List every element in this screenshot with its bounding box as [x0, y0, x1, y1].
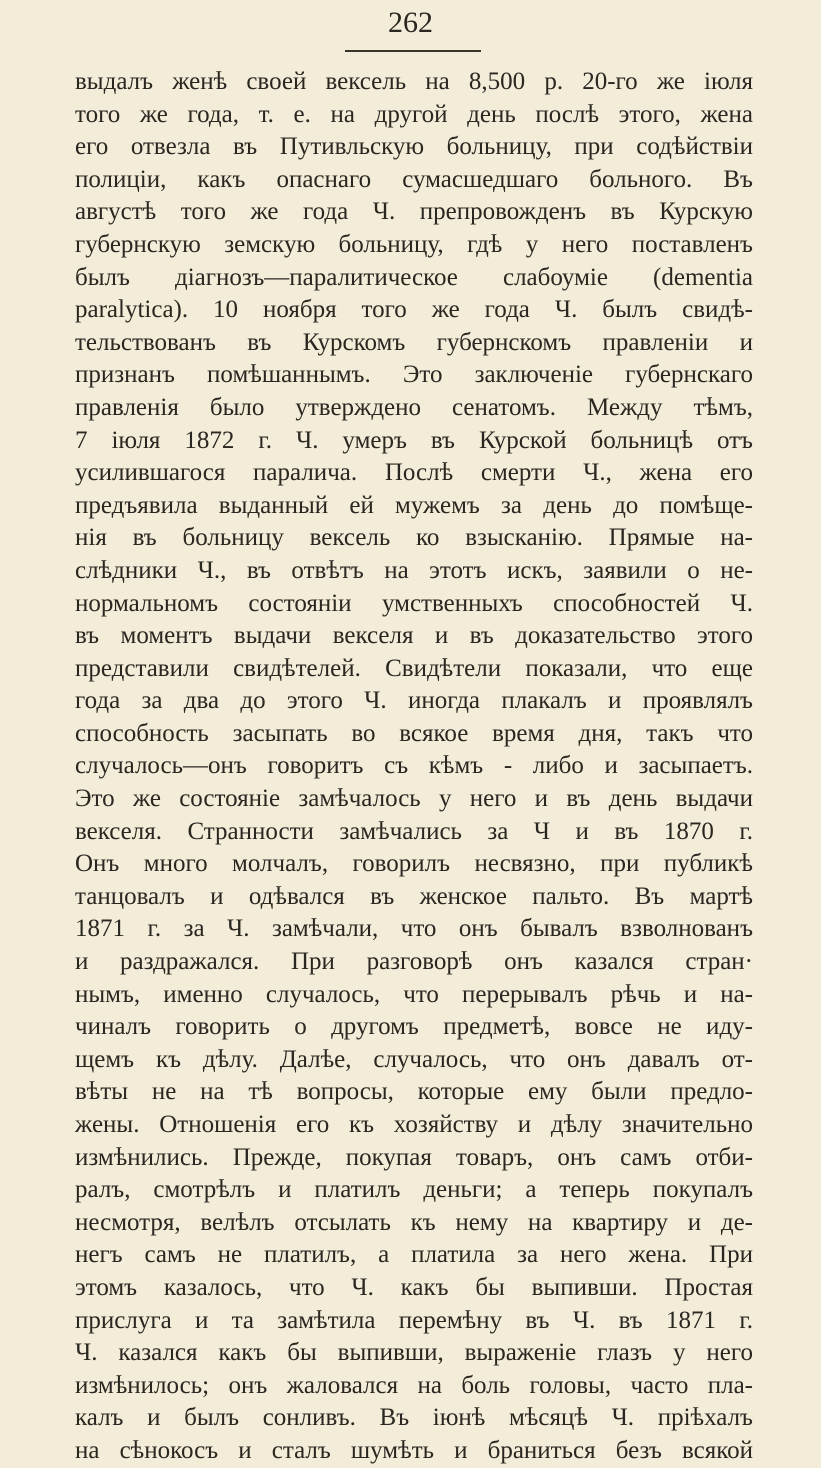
text-line: представили свидѣтелей. Свидѣтели показали, что еще	[75, 654, 753, 682]
text-line: этомъ казалось, что Ч. какъ бы выпивши. Простая	[75, 1273, 753, 1301]
text-line: жены. Отношенія его къ хозяйству и дѣлу значительно	[75, 1111, 753, 1138]
text-line: на сѣнокосъ и сталъ шумѣть и браниться безъ всякой	[75, 1436, 753, 1464]
text-line: слѣдники Ч., въ отвѣтъ на этотъ искъ, заявили о не-	[75, 556, 753, 584]
text-line: въ моментъ выдачи векселя и въ доказательство этого	[75, 622, 753, 650]
text-line: губернскую земскую больницу, гдѣ у него поставленъ	[75, 230, 753, 258]
text-line: Это же состояніе замѣчалось у него и въ день выдачи	[75, 785, 753, 813]
text-line: предъявила выданный ей мужемъ за день до помѣще-	[75, 491, 753, 519]
text-line: чиналъ говорить о другомъ предметѣ, вовсе не иду-	[75, 1013, 753, 1041]
text-line: Ч. казался какъ бы выпивши, выраженіе глазъ у него	[75, 1339, 753, 1367]
text-line: векселя. Странности замѣчались за Ч и въ 1870 г.	[75, 817, 753, 845]
text-line: правленія было утверждено сенатомъ. Между тѣмъ,	[75, 393, 753, 421]
text-line: выдалъ женѣ своей вексель на 8,500 р. 20-го же іюля	[75, 68, 753, 95]
text-line: 7 іюля 1872 г. Ч. умеръ въ Курской больницѣ отъ	[75, 426, 753, 454]
text-line: его отвезла въ Путивльскую больницу, при содѣйствіи	[75, 133, 753, 161]
text-line: способность засыпать во всякое время дня, такъ что	[75, 719, 753, 747]
header-rule	[345, 50, 481, 52]
body-text	[75, 66, 753, 1468]
text-line: случалось—онъ говоритъ съ кѣмъ - либо и засыпаетъ.	[75, 752, 753, 780]
text-line: прислуга и та замѣтила перемѣну въ Ч. въ 1871 г.	[75, 1306, 753, 1334]
text-line: нымъ, именно случалось, что перерывалъ рѣчь и на-	[75, 980, 753, 1008]
text-line: ралъ, смотрѣлъ и платилъ деньги; а теперь покупалъ	[75, 1176, 753, 1204]
text-line: и раздражался. При разговорѣ онъ казался стран·	[75, 948, 753, 976]
text-line: нормальномъ состояніи умственныхъ способностей Ч.	[75, 589, 753, 617]
text-line: признанъ помѣшаннымъ. Это заключеніе губернскаго	[75, 361, 753, 389]
text-line: года за два до этого Ч. иногда плакалъ и проявлялъ	[75, 687, 753, 715]
text-line: былъ діагнозъ—паралитическое слабоуміе (dementia	[75, 263, 753, 291]
text-line: paralytica). 10 ноября того же года Ч. былъ свидѣ-	[75, 296, 753, 324]
text-line: нія въ больницу вексель ко взысканію. Прямые на-	[75, 524, 753, 552]
text-line: 1871 г. за Ч. замѣчали, что онъ бывалъ взволнованъ	[75, 915, 753, 943]
text-line: танцовалъ и одѣвался въ женское пальто. Въ мартѣ	[75, 882, 753, 910]
text-line: Онъ много молчалъ, говорилъ несвязно, при публикѣ	[75, 850, 753, 878]
text-line: вѣты не на тѣ вопросы, которые ему были предло-	[75, 1078, 753, 1106]
text-line: калъ и былъ сонливъ. Въ іюнѣ мѣсяцѣ Ч. пріѣхалъ	[75, 1404, 753, 1432]
text-line: тельствованъ въ Курскомъ губернскомъ правленіи и	[75, 328, 753, 356]
text-line: измѣнилось; онъ жаловался на боль головы, часто пла-	[75, 1371, 753, 1399]
text-line: августѣ того же года Ч. препровожденъ въ Курскую	[75, 198, 753, 226]
text-line: щемъ къ дѣлу. Далѣе, случалось, что онъ давалъ от-	[75, 1045, 753, 1073]
text-line: несмотря, велѣлъ отсылать къ нему на квартиру и де-	[75, 1208, 753, 1236]
text-line: усилившагося паралича. Послѣ смерти Ч., жена его	[75, 459, 753, 487]
text-line: того же года, т. е. на другой день послѣ этого, жена	[75, 100, 753, 128]
text-line: полиціи, какъ опаснаго сумасшедшаго больного. Въ	[75, 165, 753, 193]
page-number: 262	[388, 6, 433, 39]
text-line: негъ самъ не платилъ, а платила за него жена. При	[75, 1241, 753, 1269]
text-line: измѣнились. Прежде, покупая товаръ, онъ самъ отби-	[75, 1143, 753, 1171]
